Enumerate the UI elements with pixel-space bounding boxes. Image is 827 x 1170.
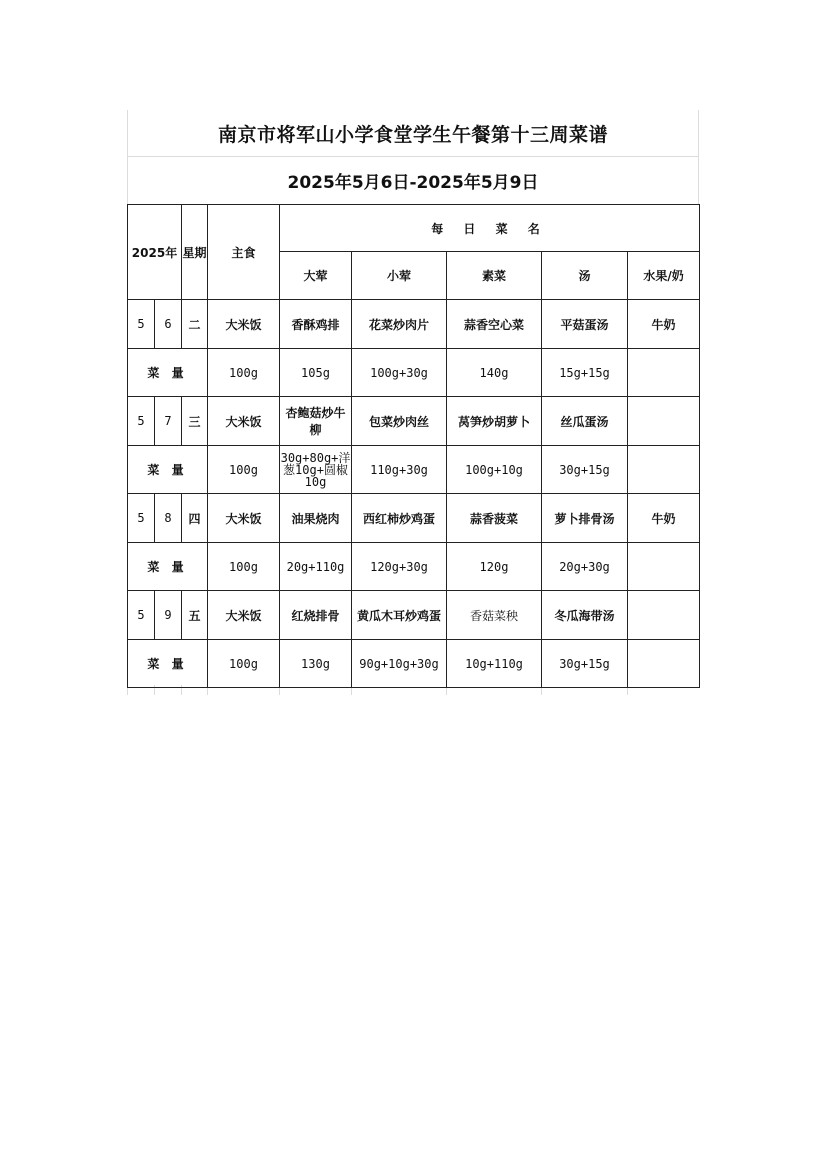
table-row	[128, 640, 700, 688]
day-cell: 8	[155, 494, 182, 543]
menu-title: 南京市将军山小学食堂学生午餐第十三周菜谱	[217, 123, 608, 146]
soup-cell: 丝瓜蛋汤	[542, 397, 628, 446]
qty-fruit-milk	[628, 543, 700, 591]
month-cell: 5	[128, 591, 155, 640]
qty-main-meat: 105g	[280, 349, 352, 397]
day-cell: 9	[155, 591, 182, 640]
soup-cell: 萝卜排骨汤	[542, 494, 628, 543]
qty-staple: 100g	[208, 543, 280, 591]
fruit-milk-cell	[628, 591, 700, 640]
qty-label: 菜 量	[128, 349, 208, 397]
weekday-cell: 五	[182, 591, 208, 640]
table-row	[128, 446, 700, 494]
qty-main-meat: 30g+80g+洋葱10g+圆椒10g	[280, 446, 352, 494]
qty-fruit-milk	[628, 640, 700, 688]
qty-fruit-milk	[628, 349, 700, 397]
header-main-meat: 大荤	[280, 252, 352, 300]
header-veg: 素菜	[447, 252, 542, 300]
menu-table	[127, 204, 700, 688]
qty-veg: 120g	[447, 543, 542, 591]
qty-main-meat: 20g+110g	[280, 543, 352, 591]
qty-veg: 10g+110g	[447, 640, 542, 688]
qty-staple: 100g	[208, 446, 280, 494]
day-cell: 6	[155, 300, 182, 349]
qty-fruit-milk	[628, 446, 700, 494]
qty-staple: 100g	[208, 640, 280, 688]
header-weekday: 星期	[182, 205, 208, 300]
table-row	[128, 349, 700, 397]
fruit-milk-cell	[628, 397, 700, 446]
qty-veg: 100g+10g	[447, 446, 542, 494]
month-cell: 5	[128, 494, 155, 543]
weekday-cell: 三	[182, 397, 208, 446]
fruit-milk-cell: 牛奶	[628, 494, 700, 543]
month-cell: 5	[128, 300, 155, 349]
staple-cell: 大米饭	[208, 494, 280, 543]
header-soup: 汤	[542, 252, 628, 300]
qty-soup: 30g+15g	[542, 446, 628, 494]
small-meat-cell: 花菜炒肉片	[352, 300, 447, 349]
table-row	[128, 543, 700, 591]
small-meat-cell: 西红柿炒鸡蛋	[352, 494, 447, 543]
veg-cell: 香菇菜秧	[447, 591, 542, 640]
qty-staple: 100g	[208, 349, 280, 397]
table-row	[128, 300, 700, 349]
month-cell: 5	[128, 397, 155, 446]
header-fruit-milk: 水果/奶	[628, 252, 700, 300]
soup-cell: 平菇蛋汤	[542, 300, 628, 349]
qty-small-meat: 120g+30g	[352, 543, 447, 591]
staple-cell: 大米饭	[208, 591, 280, 640]
day-cell: 7	[155, 397, 182, 446]
fruit-milk-cell: 牛奶	[628, 300, 700, 349]
main-meat-cell: 油果烧肉	[280, 494, 352, 543]
qty-label: 菜 量	[128, 543, 208, 591]
qty-soup: 30g+15g	[542, 640, 628, 688]
qty-small-meat: 110g+30g	[352, 446, 447, 494]
date-range: 2025年5月6日-2025年5月9日	[287, 172, 539, 193]
main-meat-cell: 红烧排骨	[280, 591, 352, 640]
qty-soup: 15g+15g	[542, 349, 628, 397]
header-year: 2025年	[128, 205, 182, 300]
weekday-cell: 四	[182, 494, 208, 543]
qty-small-meat: 100g+30g	[352, 349, 447, 397]
header-small-meat: 小荤	[352, 252, 447, 300]
qty-soup: 20g+30g	[542, 543, 628, 591]
staple-cell: 大米饭	[208, 397, 280, 446]
qty-main-meat: 130g	[280, 640, 352, 688]
qty-small-meat: 90g+10g+30g	[352, 640, 447, 688]
weekday-cell: 二	[182, 300, 208, 349]
qty-veg: 140g	[447, 349, 542, 397]
qty-label: 菜 量	[128, 640, 208, 688]
soup-cell: 冬瓜海带汤	[542, 591, 628, 640]
header-staple: 主食	[208, 205, 280, 300]
table-row	[128, 397, 700, 446]
veg-cell: 蒜香空心菜	[447, 300, 542, 349]
menu-sheet	[127, 110, 699, 695]
veg-cell: 莴笋炒胡萝卜	[447, 397, 542, 446]
small-meat-cell: 黄瓜木耳炒鸡蛋	[352, 591, 447, 640]
main-meat-cell: 香酥鸡排	[280, 300, 352, 349]
small-meat-cell: 包菜炒肉丝	[352, 397, 447, 446]
main-meat-cell: 杏鲍菇炒牛柳	[280, 397, 352, 446]
qty-label: 菜 量	[128, 446, 208, 494]
table-row	[128, 591, 700, 640]
table-row	[128, 494, 700, 543]
veg-cell: 蒜香菠菜	[447, 494, 542, 543]
staple-cell: 大米饭	[208, 300, 280, 349]
header-daily-dishes: 每 日 菜 名	[280, 205, 700, 252]
